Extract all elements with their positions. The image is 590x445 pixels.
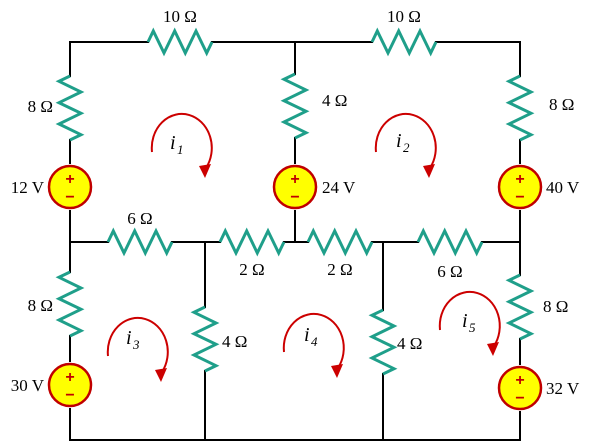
resistor-mid-center-left	[220, 231, 284, 253]
resistor-right-upper	[509, 76, 531, 140]
label-r-top-right: 10 Ω	[387, 7, 421, 26]
label-r-right-upper: 8 Ω	[549, 95, 575, 114]
resistor-lower-center-left	[194, 307, 216, 371]
label-r-mid-left: 6 Ω	[127, 209, 153, 228]
resistor-mid-center-right	[308, 231, 372, 253]
mesh-arrowhead-i5	[487, 342, 499, 356]
mesh-i4	[284, 314, 344, 378]
mesh-label-i3: i	[126, 327, 132, 349]
mesh-sub-i3: 3	[133, 337, 140, 352]
mesh-sub-i2: 2	[403, 140, 410, 155]
source-minus-32v: −	[515, 390, 525, 407]
mesh-arrowhead-i1	[199, 164, 211, 178]
mesh-i1	[152, 114, 212, 178]
resistor-left-lower	[59, 272, 81, 336]
mesh-sub-i4: 4	[311, 334, 318, 349]
mesh-sub-i5: 5	[469, 320, 476, 335]
label-r-top-left: 10 Ω	[163, 7, 197, 26]
resistor-top-right	[372, 31, 436, 53]
source-plus-40v: +	[515, 171, 525, 188]
source-label-40v: 40 V	[546, 178, 580, 197]
resistor-mid-left	[108, 231, 172, 253]
resistor-mid-upper	[284, 74, 306, 138]
source-label-32v: 32 V	[546, 379, 580, 398]
resistor-right-lower	[509, 275, 531, 339]
mesh-label-i5: i	[462, 310, 468, 332]
mesh-i2	[376, 114, 436, 178]
voltage-source-32v	[499, 367, 580, 409]
wires	[70, 42, 520, 440]
voltage-source-40v	[499, 166, 580, 208]
resistor-lower-center-right	[372, 310, 394, 374]
mesh-sub-i1: 1	[177, 142, 184, 157]
label-r-mid-center-right: 2 Ω	[327, 260, 353, 279]
mesh-i3	[108, 318, 168, 382]
mesh-arrow-i5	[440, 292, 500, 346]
source-label-24v: 24 V	[322, 178, 356, 197]
source-label-30v: 30 V	[10, 376, 44, 395]
source-minus-30v: −	[65, 387, 75, 404]
resistor-top-left	[148, 31, 212, 53]
label-r-left-upper: 8 Ω	[27, 97, 53, 116]
source-minus-12v: −	[65, 189, 75, 206]
mesh-arrow-i1	[152, 114, 212, 168]
source-label-12v: 12 V	[10, 178, 44, 197]
voltage-source-24v	[274, 166, 356, 208]
mesh-arrowhead-i4	[331, 364, 343, 378]
mesh-label-i4: i	[304, 324, 310, 346]
voltage-source-30v	[11, 364, 91, 406]
label-r-mid-upper: 4 Ω	[322, 91, 348, 110]
mesh-i5	[440, 292, 500, 356]
mesh-arrowhead-i2	[423, 164, 435, 178]
label-r-lower-center-right: 4 Ω	[397, 334, 423, 353]
label-r-right-lower: 8 Ω	[543, 297, 569, 316]
label-r-left-lower: 8 Ω	[27, 296, 53, 315]
resistor-left-upper	[59, 76, 81, 140]
mesh-label-i1: i	[170, 132, 176, 154]
label-r-mid-right: 6 Ω	[437, 262, 463, 281]
resistor-mid-right	[418, 231, 482, 253]
source-plus-32v: +	[515, 372, 525, 389]
mesh-label-i2: i	[396, 130, 402, 152]
source-plus-24v: +	[290, 171, 300, 188]
label-r-lower-center-left: 4 Ω	[222, 332, 248, 351]
source-plus-30v: +	[65, 369, 75, 386]
source-plus-12v: +	[65, 171, 75, 188]
source-minus-24v: −	[290, 189, 300, 206]
voltage-source-12v	[11, 166, 91, 208]
source-minus-40v: −	[515, 189, 525, 206]
label-r-mid-center-left: 2 Ω	[239, 260, 265, 279]
mesh-arrowhead-i3	[155, 368, 167, 382]
